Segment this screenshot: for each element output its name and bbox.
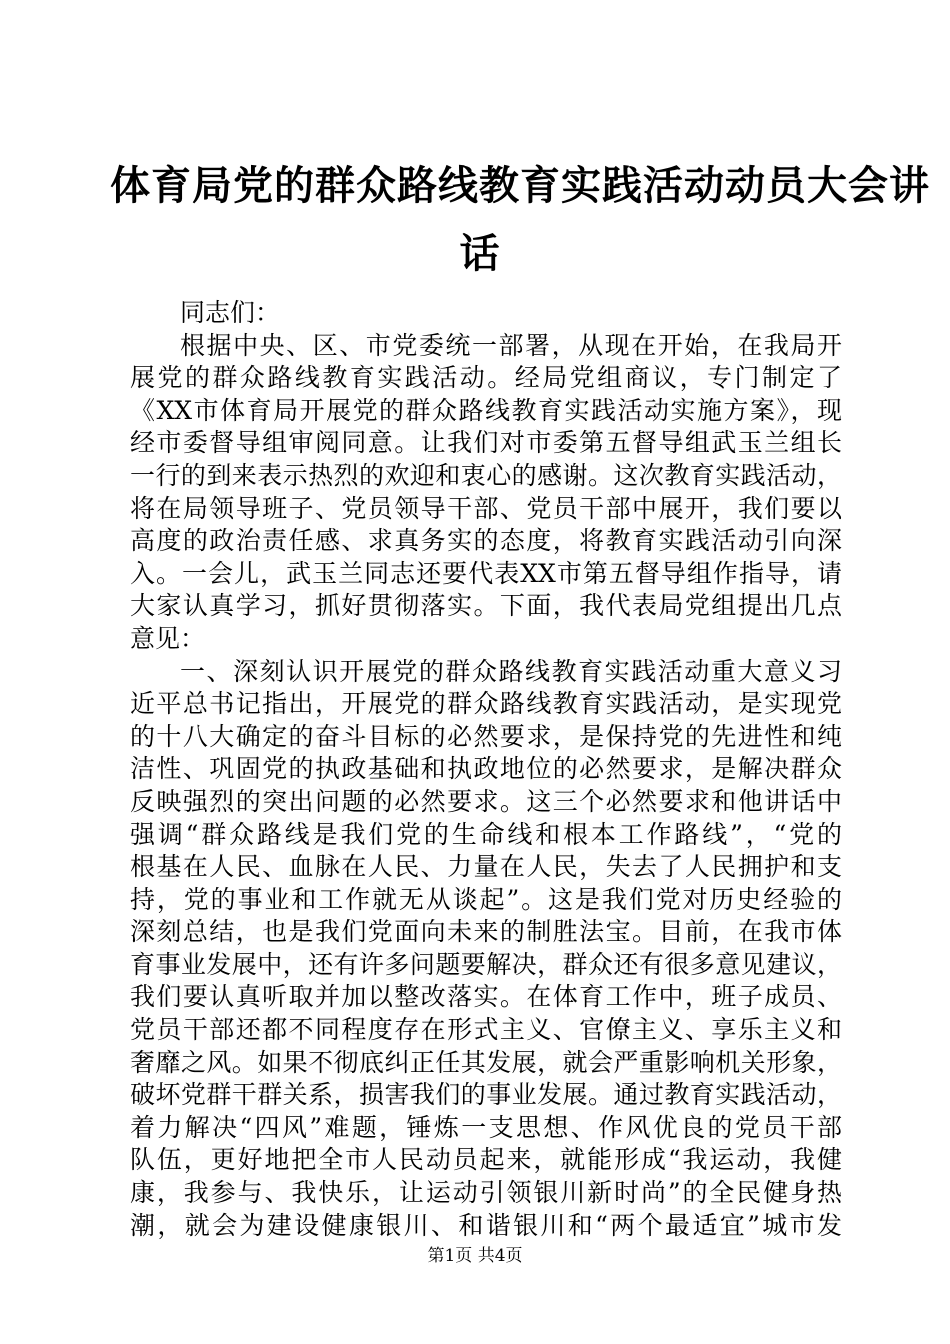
body-line: 意见：	[130, 623, 206, 653]
body-line: 育事业发展中，还有许多问题要解决，群众还有很多意见建议，	[130, 949, 842, 979]
body-line: 奢靡之风。如果不彻底纠正任其发展，就会严重影响机关形象，	[130, 1047, 842, 1077]
body-line: 破坏党群干群关系，损害我们的事业发展。通过教育实践活动，	[130, 1080, 842, 1110]
body-line: 入。一会儿，武玉兰同志还要代表XX市第五督导组作指导，请	[130, 558, 842, 588]
body-line: 一行的到来表示热烈的欢迎和衷心的感谢。这次教育实践活动，	[130, 460, 842, 490]
body-line: 党员干部还都不同程度存在形式主义、官僚主义、享乐主义和	[130, 1015, 842, 1045]
body-line: 根基在人民、血脉在人民、力量在人民，失去了人民拥护和支	[130, 852, 842, 882]
salutation: 同志们：	[180, 298, 281, 327]
document-title	[110, 152, 930, 288]
body-line: 大家认真学习，抓好贯彻落实。下面，我代表局党组提出几点	[130, 591, 842, 621]
body-line: 康，我参与、我快乐，让运动引领银川新时尚”的全民健身热	[130, 1178, 842, 1208]
body-line: 高度的政治责任感、求真务实的态度，将教育实践活动引向深	[130, 526, 842, 556]
title-line: 话	[459, 231, 501, 277]
body-line: 强调“群众路线是我们党的生命线和根本工作路线”，“党的	[130, 819, 842, 849]
section-heading-line: 一、深刻认识开展党的群众路线教育实践活动重大意义习	[180, 656, 842, 686]
body-line: 洁性、巩固党的执政基础和执政地位的必然要求，是解决群众	[130, 754, 842, 784]
body-line: 潮，就会为建设健康银川、和谐银川和“两个最适宜”城市发	[130, 1210, 842, 1240]
page-number-footer: 第1页 共4页	[427, 1246, 523, 1266]
body-line: 根据中央、区、市党委统一部署，从现在开始，在我局开	[180, 330, 842, 360]
body-line: 经市委督导组审阅同意。让我们对市委第五督导组武玉兰组长	[130, 428, 842, 458]
body-line: 近平总书记指出，开展党的群众路线教育实践活动，是实现党	[130, 689, 842, 719]
body-line: 持，党的事业和工作就无从谈起”。这是我们党对历史经验的	[130, 884, 842, 914]
body-line: 深刻总结，也是我们党面向未来的制胜法宝。目前，在我市体	[130, 917, 842, 947]
body-line: 将在局领导班子、党员领导干部、党员干部中展开，我们要以	[130, 493, 842, 523]
body-line: 着力解决“四风”难题，锤炼一支思想、作风优良的党员干部	[130, 1112, 842, 1142]
title-line: 体育局党的群众路线教育实践活动动员大会讲	[110, 163, 930, 209]
body-line: 队伍，更好地把全市人民动员起来，就能形成“我运动，我健	[130, 1145, 842, 1175]
body-line: 《XX市体育局开展党的群众路线教育实践活动实施方案》，现	[130, 395, 842, 425]
document-body	[130, 297, 842, 1242]
body-line: 的十八大确定的奋斗目标的必然要求，是保持党的先进性和纯	[130, 721, 842, 751]
body-line: 展党的群众路线教育实践活动。经局党组商议，专门制定了	[130, 363, 842, 393]
body-line: 反映强烈的突出问题的必然要求。这三个必然要求和他讲话中	[130, 786, 842, 816]
body-line: 我们要认真听取并加以整改落实。在体育工作中，班子成员、	[130, 982, 842, 1012]
